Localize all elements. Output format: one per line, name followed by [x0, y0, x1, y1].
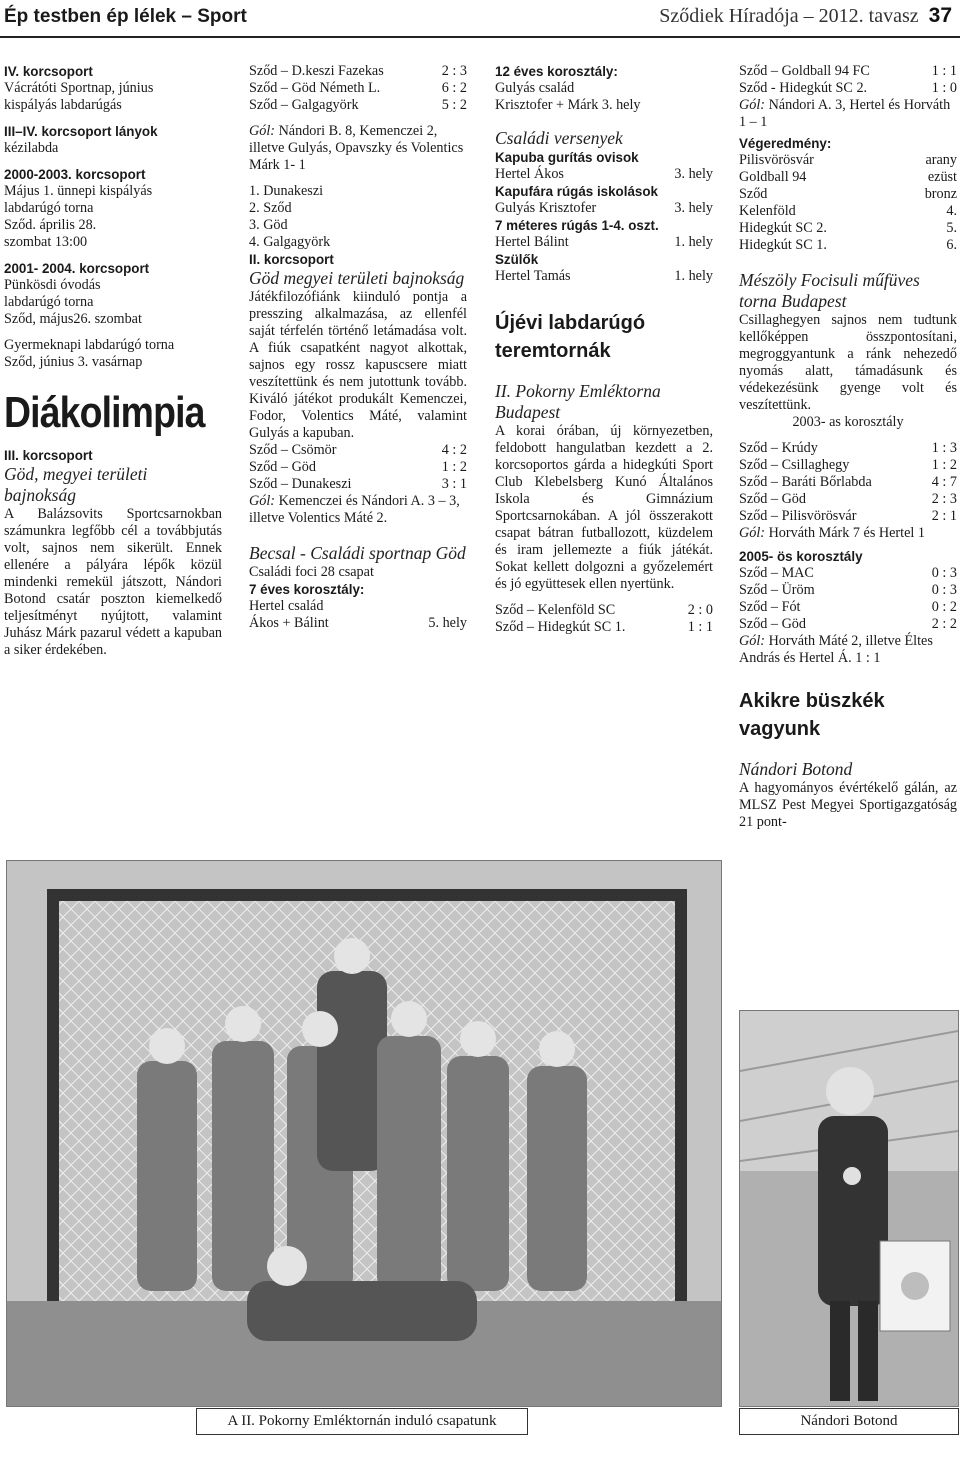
- section-heading: Akikre büszkék vagyunk: [739, 690, 885, 740]
- result-row: [249, 476, 467, 493]
- match-teams: Sződ – Göd Németh L.: [249, 80, 381, 96]
- ranking-line: 2. Sződ: [249, 200, 292, 216]
- match-score: 5 : 2: [441, 97, 467, 113]
- standing-row: [739, 220, 957, 237]
- section-title: Ép testben ép lélek – Sport: [4, 6, 247, 27]
- standing: 4.: [946, 203, 957, 219]
- results-heading: Végeredmény:: [739, 136, 832, 151]
- goal-scorers: [249, 493, 467, 527]
- player-photo: [739, 1010, 959, 1407]
- match-score: 2 : 1: [931, 508, 957, 524]
- event-heading: 2000-2003. korcsoport: [4, 167, 146, 182]
- result-row: [249, 615, 467, 632]
- participant: Hertel Ákos: [495, 166, 564, 182]
- italic-subheading: Nándori Botond: [739, 759, 853, 779]
- column-3: [495, 63, 713, 636]
- article-paragraph: Játékfilozófiánk kiinduló pontja a presszing alkalmazása, az ellenfél saját térfelén történő letámadása volt. A fiúk csapatként nagyot alkottak, sajnos egy rossz kapuscsere miatt veszítettünk és nem jutottunk tovább. Kiváló játékot produkált Kemenczei, Fodor, Volentics Máté, valamint Gulyás a kapuban.: [249, 289, 467, 441]
- text-line: kézilabda: [4, 140, 59, 156]
- goal-label: Gól:: [739, 97, 766, 113]
- goal-scorers: [249, 123, 467, 174]
- goal-label: Gól:: [249, 493, 276, 509]
- italic-subheading: Göd, megyei területi bajnokság: [4, 464, 148, 505]
- match-teams: Sződ – Üröm: [739, 582, 815, 598]
- goal-crossbar: [47, 889, 687, 901]
- match-teams: Sződ – Goldball 94 FC: [739, 63, 870, 79]
- article-paragraph: A korai órában, új környezetben, feldobott hangulatban kezdett a 2. korcsoportos gárda a hidegkúti Sport Club Klebelsberg Kunó Általános Iskola és Gimnázium Sportcsarnokában. A jól összerakott csapat bátran futballozott, küzdelem és iram jellemezte a fiúk játékát. Sokat kellett dolgozni a győzelemért és jó együttesek ellen nyertünk.: [495, 423, 713, 592]
- player-photo-caption: Nándori Botond: [739, 1408, 959, 1435]
- goal-post-left: [47, 889, 59, 1319]
- publication-name: Sződiek Híradója – 2012. tavasz: [659, 5, 919, 27]
- text-line: Pünkösdi óvodás: [4, 277, 101, 293]
- result-row: [495, 166, 713, 183]
- text-line: Gulyás család: [495, 80, 575, 96]
- result-row: [249, 97, 467, 114]
- publication-info: [659, 4, 952, 28]
- participant: Hertel Tamás: [495, 268, 571, 284]
- goal-post-right: [675, 889, 687, 1319]
- page-header: [0, 0, 960, 38]
- standing-row: [739, 152, 957, 169]
- result-row: [739, 440, 957, 457]
- result-row: [739, 474, 957, 491]
- standing: 6.: [946, 237, 957, 253]
- italic-subheading: II. Pokorny Emléktorna Budapest: [495, 381, 661, 422]
- text-line: Vácrátóti Sportnap, június: [4, 80, 154, 96]
- match-teams: Sződ – Kelenföld SC: [495, 602, 616, 618]
- ranking-line: 3. Göd: [249, 217, 288, 233]
- team-name: Kelenföld: [739, 203, 796, 219]
- event-heading: Kapuba gurítás ovisok: [495, 150, 639, 165]
- match-teams: Sződ – Baráti Bőrlabda: [739, 474, 872, 490]
- ranking-line: 4. Galgagyörk: [249, 234, 331, 250]
- result-row: [739, 63, 957, 80]
- result-row: [495, 200, 713, 217]
- text-line: Sződ, május26. szombat: [4, 311, 142, 327]
- standing: bronz: [924, 186, 957, 202]
- match-score: 1 : 2: [441, 459, 467, 475]
- result-row: [739, 508, 957, 525]
- event-heading: 2001- 2004. korcsoport: [4, 261, 150, 276]
- text-line: Sződ, június 3. vasárnap: [4, 354, 143, 370]
- match-score: 2 : 0: [687, 602, 713, 618]
- text-line: Gyermeknapi labdarúgó torna: [4, 337, 175, 353]
- age-group-heading: 7 éves korosztály:: [249, 582, 365, 597]
- result-row: [739, 457, 957, 474]
- goal-text: Kemenczei és Nándori A. 3 – 3, illetve Volentics Máté 2.: [249, 493, 460, 526]
- event-heading: IV. korcsoport: [4, 64, 93, 79]
- standing: ezüst: [927, 169, 957, 185]
- placement: 1. hely: [674, 234, 713, 250]
- match-score: 2 : 2: [931, 616, 957, 632]
- italic-subheading: Családi versenyek: [495, 128, 623, 148]
- player-photo-illustration: [740, 1011, 958, 1406]
- match-score: 4 : 2: [441, 442, 467, 458]
- standing: 5.: [946, 220, 957, 236]
- goal-text: Horváth Márk 7 és Hertel 1: [768, 525, 925, 541]
- participant: Gulyás Krisztofer: [495, 200, 597, 216]
- ranking-line: 1. Dunakeszi: [249, 183, 324, 199]
- match-teams: Sződ – D.keszi Fazekas: [249, 63, 384, 79]
- event-heading: Kapufára rúgás iskolások: [495, 184, 658, 199]
- match-score: 6 : 2: [441, 80, 467, 96]
- goal-text: Nándori B. 8, Kemenczei 2, illetve Gulyás, Opavszky és Volentics Márk 1- 1: [249, 123, 464, 173]
- result-row: [249, 80, 467, 97]
- text-line: kispályás labdarúgás: [4, 97, 122, 113]
- column-2: [249, 63, 467, 632]
- team-photo-illustration: [7, 861, 721, 1406]
- event-heading: III–IV. korcsoport lányok: [4, 124, 158, 139]
- article-paragraph: A Balázsovits Sportcsarnokban számunkra legfőbb cél a továbbjutás volt, sajnos nem sikerült. Ennek ellenére a pályára lépők közül mindenki remekül játszott, Nándori Botond csatár poszton kiemelkedő teljesítményt nyújtott, valamint Juhász Márk pazarul védett a kapuban a siker érdekében.: [4, 506, 222, 658]
- result-row: [249, 459, 467, 476]
- placement: 3. hely: [674, 200, 713, 216]
- match-score: 0 : 2: [931, 599, 957, 615]
- result-row: [739, 599, 957, 616]
- match-teams: Sződ – Göd: [739, 491, 806, 507]
- match-teams: Sződ - Hidegkút SC 2.: [739, 80, 868, 96]
- team-name: Sződ: [739, 186, 768, 202]
- goal-scorers: [739, 97, 957, 131]
- match-score: 1 : 0: [931, 80, 957, 96]
- subheading: III. korcsoport: [4, 448, 93, 463]
- match-teams: Sződ – Göd: [739, 616, 806, 632]
- goal-scorers: [739, 633, 957, 667]
- text-line: szombat 13:00: [4, 234, 88, 250]
- team-name: Hidegkút SC 2.: [739, 220, 827, 236]
- result-row: [249, 442, 467, 459]
- italic-subheading: Becsal - Családi sportnap Göd: [249, 543, 466, 563]
- standing-row: [739, 186, 957, 203]
- goal-label: Gól:: [739, 525, 766, 541]
- italic-subheading: Mészöly Focisuli műfüves torna Budapest: [739, 270, 920, 311]
- participant: Ákos + Bálint: [249, 615, 329, 631]
- standing: arany: [925, 152, 957, 168]
- match-score: 3 : 1: [441, 476, 467, 492]
- result-row: [495, 602, 713, 619]
- text-line: Május 1. ünnepi kispályás: [4, 183, 153, 199]
- match-score: 4 : 7: [931, 474, 957, 490]
- goal-text: Nándori A. 3, Hertel és Horváth 1 – 1: [739, 97, 951, 130]
- match-score: 1 : 1: [931, 63, 957, 79]
- event-heading: 7 méteres rúgás 1-4. oszt.: [495, 218, 659, 233]
- article-paragraph: A hagyományos évértékelő gálán, az MLSZ Pest Megyei Sportigazgatóság 21 pont-: [739, 780, 957, 830]
- goal-label: Gól:: [739, 633, 766, 649]
- match-teams: Sződ – Pilisvörösvár: [739, 508, 857, 524]
- match-score: 0 : 3: [931, 582, 957, 598]
- standing-row: [739, 203, 957, 220]
- match-teams: Sződ – Krúdy: [739, 440, 818, 456]
- text-line: Sződ. április 28.: [4, 217, 97, 233]
- page-number: 37: [928, 4, 952, 27]
- text-line: labdarúgó torna: [4, 200, 94, 216]
- goal-text: Horváth Máté 2, illetve Éltes András és Hertel Á. 1 : 1: [739, 633, 933, 666]
- age-group-heading: 2005- ös korosztály: [739, 549, 863, 564]
- result-row: [495, 268, 713, 285]
- match-score: 2 : 3: [931, 491, 957, 507]
- section-heading: Újévi labdarúgó teremtornák: [495, 312, 646, 362]
- age-group-heading: 12 éves korosztály:: [495, 64, 618, 79]
- text-line: Hertel család: [249, 598, 324, 614]
- placement: 1. hely: [674, 268, 713, 284]
- column-4: [739, 63, 957, 831]
- match-teams: Sződ – Dunakeszi: [249, 476, 352, 492]
- match-score: 1 : 2: [931, 457, 957, 473]
- match-score: 2 : 3: [441, 63, 467, 79]
- italic-subheading: Göd megyei területi bajnokság: [249, 268, 465, 288]
- standing-row: [739, 169, 957, 186]
- match-teams: Sződ – Fót: [739, 599, 801, 615]
- result-row: [739, 565, 957, 582]
- match-teams: Sződ – Hidegkút SC 1.: [495, 619, 626, 635]
- result-row: [739, 616, 957, 633]
- match-teams: Sződ – Csillaghegy: [739, 457, 850, 473]
- match-teams: Sződ – MAC: [739, 565, 814, 581]
- match-teams: Sződ – Galgagyörk: [249, 97, 359, 113]
- age-group-line: 2003- as korosztály: [792, 414, 904, 430]
- placement: 5. hely: [428, 615, 467, 631]
- participant: Hertel Bálint: [495, 234, 569, 250]
- result-row: [739, 491, 957, 508]
- team-name: Goldball 94: [739, 169, 807, 185]
- article-title: Diákolimpia: [4, 388, 205, 437]
- team-name: Pilisvörösvár: [739, 152, 814, 168]
- result-row: [739, 582, 957, 599]
- event-heading: Szülők: [495, 252, 539, 267]
- goal-label: Gól:: [249, 123, 276, 139]
- placement: 3. hely: [674, 166, 713, 182]
- team-photo: [6, 860, 722, 1407]
- goal-scorers: [739, 525, 957, 542]
- match-teams: Sződ – Csömör: [249, 442, 337, 458]
- result-row: [495, 619, 713, 636]
- team-name: Hidegkút SC 1.: [739, 237, 827, 253]
- text-line: labdarúgó torna: [4, 294, 94, 310]
- subheading: II. korcsoport: [249, 252, 334, 267]
- column-1: [4, 63, 222, 659]
- text-line: Családi foci 28 csapat: [249, 564, 374, 580]
- result-row: [739, 80, 957, 97]
- team-photo-caption: A II. Pokorny Emléktornán induló csapatunk: [196, 1408, 528, 1435]
- match-score: 0 : 3: [931, 565, 957, 581]
- match-score: 1 : 1: [687, 619, 713, 635]
- result-row: [249, 63, 467, 80]
- article-paragraph: Csillaghegyen sajnos nem tudtunk kellőképpen összpontosítani, megroggyantunk a ránk nehezedő nyomás alatt, támadásunk és védekezésünk gyenge volt és veszítettünk.: [739, 312, 957, 413]
- result-row: [495, 234, 713, 251]
- match-teams: Sződ – Göd: [249, 459, 316, 475]
- match-score: 1 : 3: [931, 440, 957, 456]
- text-line: Krisztofer + Márk 3. hely: [495, 97, 641, 113]
- standing-row: [739, 237, 957, 254]
